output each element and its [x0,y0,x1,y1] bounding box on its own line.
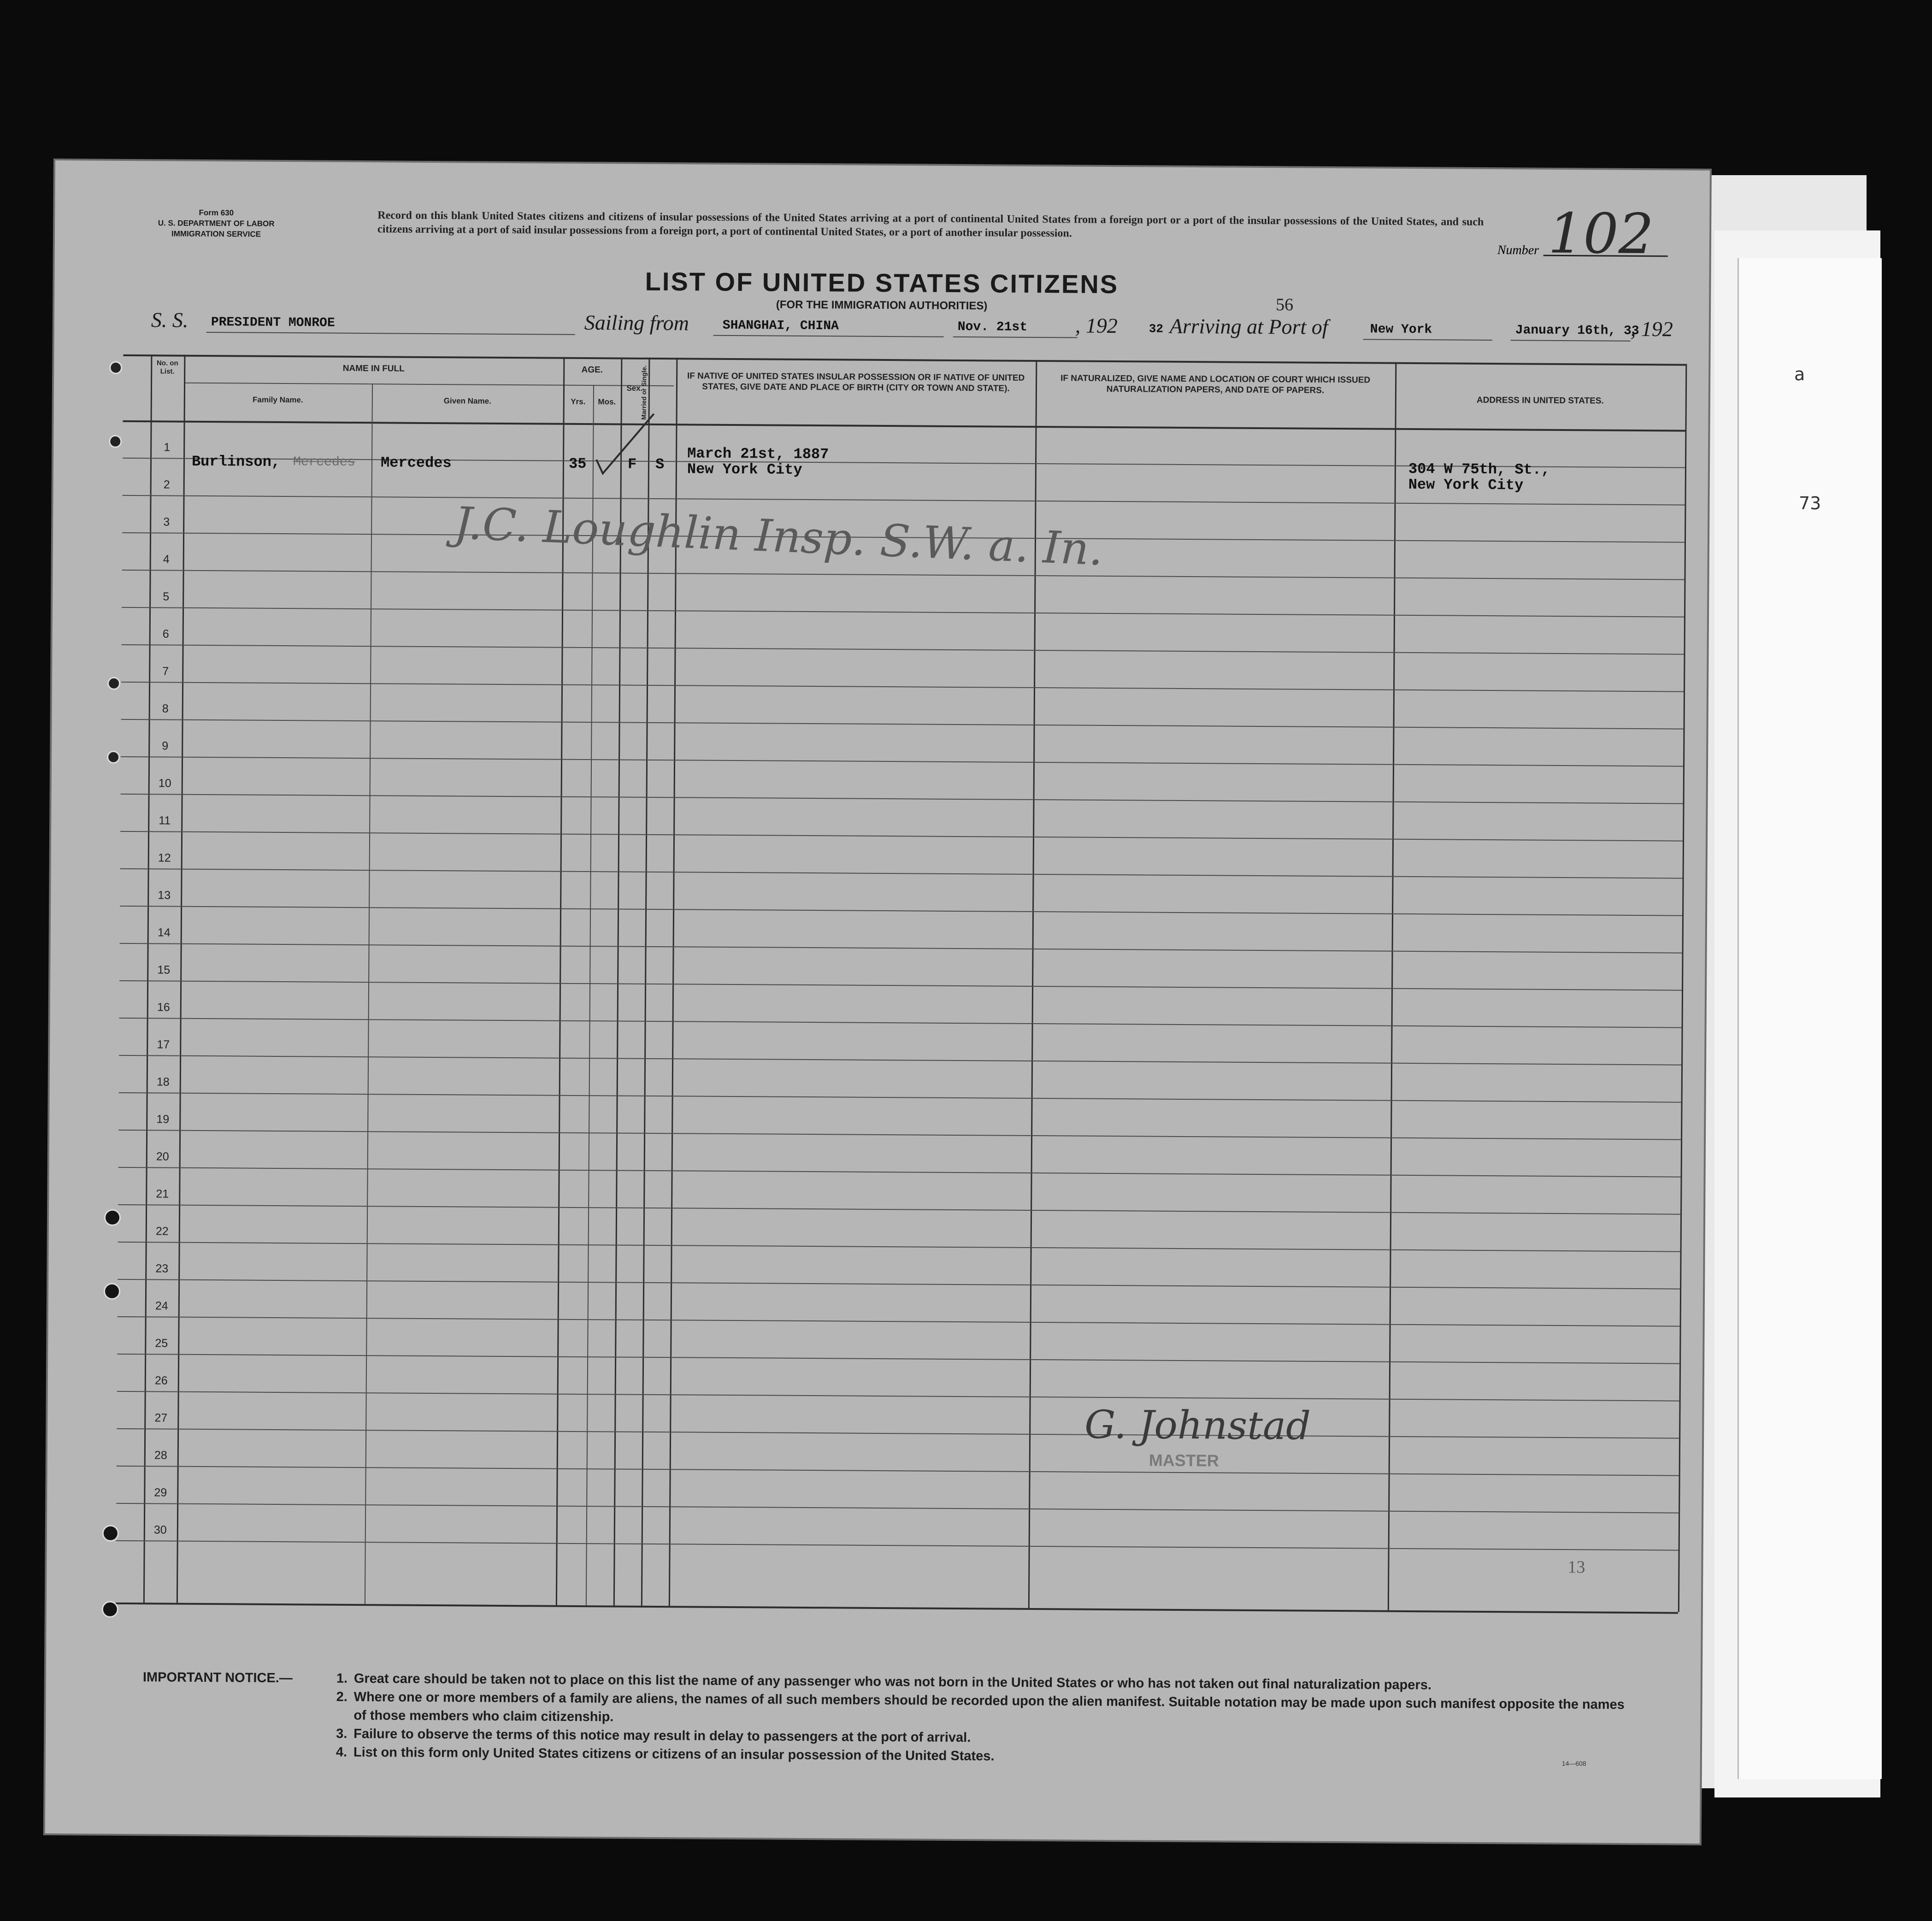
notice-item: 4. List on this form only United States citizens or citizens of an insular possession of the United States. [336,1744,995,1764]
header-sex: Sex. [626,383,643,393]
sailing-date: Nov. 21st [957,319,1028,335]
row-rule [117,1391,1679,1402]
address-city: New York City [1408,476,1524,494]
notice-item-text: Failure to observe the terms of this notice may result in delay to passengers at the port of arrival. [353,1727,971,1745]
punch-hole [104,1283,120,1300]
notice-item: 1. Great care should be taken not to place on this list the name of any passenger who was not born in the United States or who has not taken out final naturalization papers. [336,1671,1432,1693]
row-number: 24 [155,1299,168,1313]
row-rule [117,1428,1679,1439]
row-number: 18 [156,1075,170,1089]
row-number: 14 [157,926,171,939]
check-mark [593,408,658,477]
port-of-departure: SHANGHAI, CHINA [722,318,839,334]
row-rule [122,644,1684,655]
notice-item: 3. Failure to observe the terms of this notice may result in delay to passengers at the port of arrival. [336,1726,971,1745]
department-name: U. S. DEPARTMENT OF LABOR [158,218,275,228]
row-number: 25 [155,1337,168,1350]
header-native-birth: IF NATIVE OF UNITED STATES INSULAR POSSESSION OR IF NATIVE OF UNITED STATES, GIVE DATE AND PLACE OF BIRTH (CITY OR TOWN AND STATE). [687,371,1025,394]
row-rule [118,1279,1680,1290]
row-number: 28 [154,1449,167,1462]
list-number: 102 [1548,201,1654,267]
table-bottom-rule [116,1603,1678,1614]
form-subtitle: (FOR THE IMMIGRATION AUTHORITIES) [776,298,988,312]
row-number: 20 [156,1150,169,1163]
header-name-in-full: NAME IN FULL [342,363,405,374]
row-number: 16 [157,1001,170,1014]
header-bottom-rule [123,420,1685,432]
column-rule [1388,362,1397,1610]
form-title: LIST OF UNITED STATES CITIZENS [645,266,1119,299]
back-page-fragment: a [1794,364,1805,384]
notice-item-text: Great care should be taken not to place on this list the name of any passenger who was not born in the United States or who has not taken out final naturalization papers. [353,1671,1432,1693]
punch-hole [102,1525,119,1542]
fill-line [206,332,575,335]
row-rule [117,1466,1679,1476]
address-street: 304 W 75th, St., [1408,460,1550,478]
row-rule [122,570,1685,580]
row-rule [121,756,1683,767]
header-family-name: Family Name. [252,395,303,405]
row-number: 26 [154,1374,168,1387]
page-stamp: 13 [1567,1557,1585,1577]
master-signature: G. Johnstad [1084,1402,1311,1449]
age-years: 35 [568,455,587,473]
column-rule [365,383,373,1604]
inspector-annotation: J.C. Loughlin Insp. S.W. a. In. [453,497,1104,576]
column-rule [177,355,186,1603]
row-number: 19 [156,1113,170,1126]
row-rule [117,1354,1679,1364]
sex: F [627,455,637,473]
row-rule [116,1503,1679,1514]
birth-place: New York City [687,460,802,478]
row-number: 6 [162,627,169,641]
row-number: 9 [162,739,169,753]
header-months: Mos. [598,397,616,407]
row-number: 2 [163,478,170,491]
column-rule [1678,364,1687,1612]
service-name: IMMIGRATION SERVICE [171,229,261,239]
row-number: 5 [163,590,170,603]
row-number: 4 [163,553,170,566]
sailing-year: 32 [1149,322,1164,336]
header-married-or-single: Married or Single. [640,365,648,420]
year-prefix: , 192 [1630,317,1673,341]
row-number: 22 [155,1225,169,1238]
header-given-name: Given Name. [443,396,491,406]
notice-item-text: List on this form only United States citizens or citizens of an insular possession of the United States. [353,1745,995,1764]
row-number: 21 [156,1187,169,1201]
row-rule [120,868,1683,879]
row-number: 7 [162,665,169,678]
row-number: 12 [158,851,171,865]
number-label: Number [1497,243,1539,258]
row-number: 27 [154,1411,168,1425]
punch-hole [102,1601,118,1618]
punch-hole [109,361,122,374]
row-rule [116,1540,1679,1551]
notice-heading: IMPORTANT NOTICE.— [142,1670,293,1686]
row-rule [123,495,1685,506]
row-rule [118,1316,1680,1327]
year-prefix: , 192 [1075,313,1118,338]
fill-line [713,335,944,337]
row-number: 17 [157,1038,170,1051]
struck-given-name: Mercedes [293,455,355,470]
fill-line [1363,339,1492,341]
row-rule [121,682,1684,692]
ship-name: PRESIDENT MONROE [211,315,335,330]
row-number: 13 [158,889,171,902]
notice-items [336,1669,1641,1769]
row-rule [118,1130,1681,1140]
ss-label: S. S. [151,308,188,332]
form-identifier [131,207,301,240]
row-rule [119,1092,1681,1103]
back-page-fragment: 73 [1799,493,1821,513]
header-naturalized: IF NATURALIZED, GIVE NAME AND LOCATION OF COURT WHICH ISSUED NATURALIZATION PAPERS, AND DATE OF PAPERS. [1060,373,1371,395]
arrival-date: January 16th, 33 [1515,323,1639,338]
row-number: 23 [155,1262,169,1275]
punch-hole [104,1209,121,1226]
citizens-list-form [45,160,1710,1844]
header-age: AGE. [581,365,603,375]
back-page [1738,258,1882,1779]
row-rule [119,980,1682,991]
arriving-label: Arriving at Port of [1169,314,1328,339]
sailing-label: Sailing from [584,311,689,335]
family-name: Burlinson, [191,453,281,471]
row-number: 15 [157,963,171,977]
given-name: Mercedes [380,454,452,472]
row-number: 11 [159,814,171,827]
master-stamp: MASTER [1149,1450,1219,1470]
header-years: Yrs. [571,397,586,407]
column-rule [586,385,594,1605]
punch-hole [107,751,120,764]
row-rule [119,1018,1682,1028]
stamp-number: 56 [1276,295,1294,315]
port-of-arrival: New York [1370,322,1432,337]
row-rule [118,1167,1681,1178]
row-number: 29 [154,1486,167,1499]
row-number: 30 [153,1523,167,1537]
header-no: No. on List. [156,359,178,376]
row-rule [121,794,1683,804]
row-rule [121,719,1684,730]
form-preamble: Record on this blank United States citizens and citizens of insular possessions of the United States arriving at a port of continental United States from a foreign port or a port of the insular possessions of the United States, and such citizens arriving at a port of said insular possessions from a foreign port, a port of continental United States, or a port of another insular possession. [377,209,1484,240]
punch-hole [109,435,122,448]
birth-date: March 21st, 1887 [687,445,829,463]
row-number: 1 [164,441,171,454]
header-rule [185,383,674,386]
header-address: ADDRESS IN UNITED STATES. [1476,395,1604,406]
notice-item-text: Where one or more members of a family are aliens, the names of all such members should be recorded upon the alien manifest. Suitable notation may be made upon such manifest opposite the names of those members who claim citizenship. [353,1690,1625,1725]
row-number: 8 [162,702,169,715]
row-rule [120,831,1683,842]
form-number: Form 630 [199,208,234,218]
punch-hole [107,677,120,690]
row-rule [119,1055,1681,1066]
form-code: 14—608 [1561,1760,1586,1768]
notice-item: 2. Where one or more members of a family are aliens, the names of all such members should be recorded upon the alien manifest. Suitable notation may be made upon such manifest opposite the names of those members who claim citizenship. [336,1689,1625,1725]
row-rule [118,1242,1680,1252]
row-rule [118,1204,1680,1215]
fill-line [953,336,1078,338]
row-number: 10 [158,777,171,790]
row-rule [120,906,1682,916]
row-rule [120,943,1682,954]
marital-status: S [655,455,665,473]
fill-line [1511,340,1631,342]
row-number: 3 [163,515,170,529]
row-rule [122,607,1684,618]
